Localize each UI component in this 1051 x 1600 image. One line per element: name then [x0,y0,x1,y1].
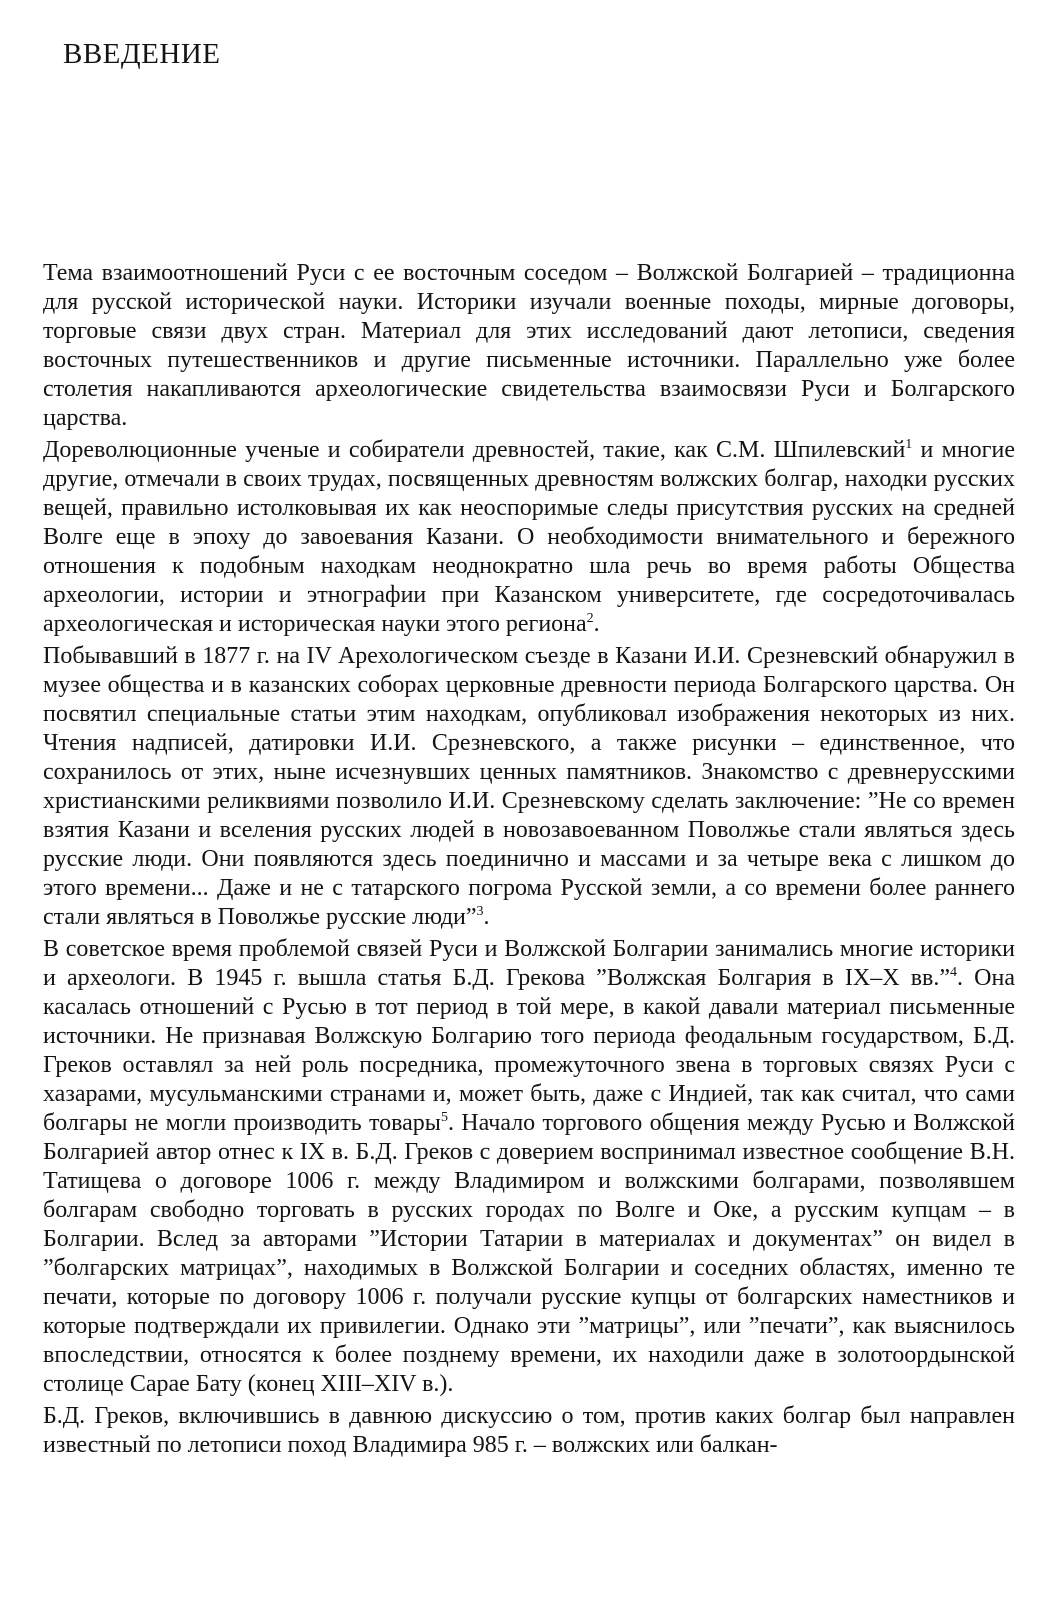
paragraph-text: Дореволюционные ученые и собиратели древностей, такие, как С.М. Шпилевский [43,437,906,463]
footnote-marker: 4 [950,965,958,980]
paragraph-2 [43,436,1015,639]
paragraph-1 [43,259,1015,433]
footnote-marker: 5 [440,1110,448,1125]
paragraph-text: Побывавший в 1877 г. на IV Арехологическом съезде в Казани И.И. Срезневский обнаружил в музее общества и в казанских соборах церковные древности периода Болгарского царства. Он посвятил специальные статьи этим находкам, опубликовал изображения некоторых из них. Чтения надписей, датировки И.И. Срезневского, а также рисунки – единственное, что сохранилось от этих, ныне исчезнувших ценных памятников. Знакомство с древнерусскими христианскими реликвиями позволило И.И. Срезневскому сделать заключение: ”Не со времен взятия Казани и вселения русских людей в новозавоеванном Поволжье стали являться здесь русские люди. Они появляются здесь поединично и массами и за четыре века с лишком до этого времени... Даже и не с татарского погрома Русской земли, а со времени более раннего стали являться в Поволжье русские люди” [43,643,1015,930]
paragraph-4 [43,935,1015,1399]
paragraph-text: . [593,611,600,637]
paragraph-text: . Начало торгового общения между Русью и Волжской Болгарией автор отнес к IX в. Б.Д. Греков с доверием воспринимал известное сообщение В.Н. Татищева о договоре 1006 г. между Владимиром и волжскими болгарами, позволявшем болгарам свободно торговать в русских городах по Волге и Оке, а русским купцам – в Болгарии. Вслед за авторами ”Истории Татарии в материалах и документах” он видел в ”болгарских матрицах”, находимых в Волжской Болгарии и соседних областях, именно те печати, которые по договору 1006 г. получали русские купцы от болгарских наместников и которые подтверждали их привилегии. Однако эти ”матрицы”, или ”печати”, как выяснилось впоследствии, относятся к более позднему времени, их находили даже в золотоордынской столице Сарае Бату (конец XIII–XIV в.). [43,1110,1015,1397]
footnote-marker: 2 [586,611,594,626]
paragraph-5 [43,1402,1015,1460]
footnote-marker: 1 [905,437,913,452]
paragraph-text: Тема взаимоотношений Руси с ее восточным соседом – Волжской Болгарией – традиционна для русской исторической науки. Историки изучали военные походы, мирные договоры, торговые связи двух стран. Материал для этих исследований дают летописи, сведения восточных путешественников и другие письменные источники. Параллельно уже более столетия накапливаются археологические свидетельства взаимосвязи Руси и Болгарского царства. [43,260,1015,431]
paragraph-text: В советское время проблемой связей Руси и Волжской Болгарии занимались многие историки и археологи. В 1945 г. вышла статья Б.Д. Грекова ”Волжская Болгария в IX–X вв.” [43,936,1015,991]
paragraph-text: . Она касалась отношений с Русью в тот период в той мере, в какой давали материал письменные источники. Не признавая Волжскую Болгарию того периода феодальным государством, Б.Д. Греков оставлял за ней роль посредника, промежуточного звена в торговых связях Руси с хазарами, мусульманскими странами и, может быть, даже с Индией, так как считал, что сами болгары не могли производить товары [43,965,1016,1136]
body-text [43,259,1015,1463]
paragraph-text: . [483,904,490,930]
paragraph-text: и многие другие, отмечали в своих трудах, посвященных древностям волжских болгар, находки русских вещей, правильно истолковывая их как неоспоримые следы присутствия русских на средней Волге еще в эпоху до завоевания Казани. О необходимости внимательного и бережного отношения к подобным находкам неоднократно шла речь во время работы Общества археологии, истории и этнографии при Казанском университете, где сосредоточивалась археологическая и историческая науки этого региона [43,437,1015,637]
chapter-heading: ВВЕДЕНИЕ [63,38,221,70]
paragraph-3 [43,642,1015,932]
footnote-marker: 3 [476,904,484,919]
paragraph-text: Б.Д. Греков, включившись в давнюю дискуссию о том, против каких болгар был направлен известный по летописи поход Владимира 985 г. – волжских или балкан- [43,1403,1015,1458]
